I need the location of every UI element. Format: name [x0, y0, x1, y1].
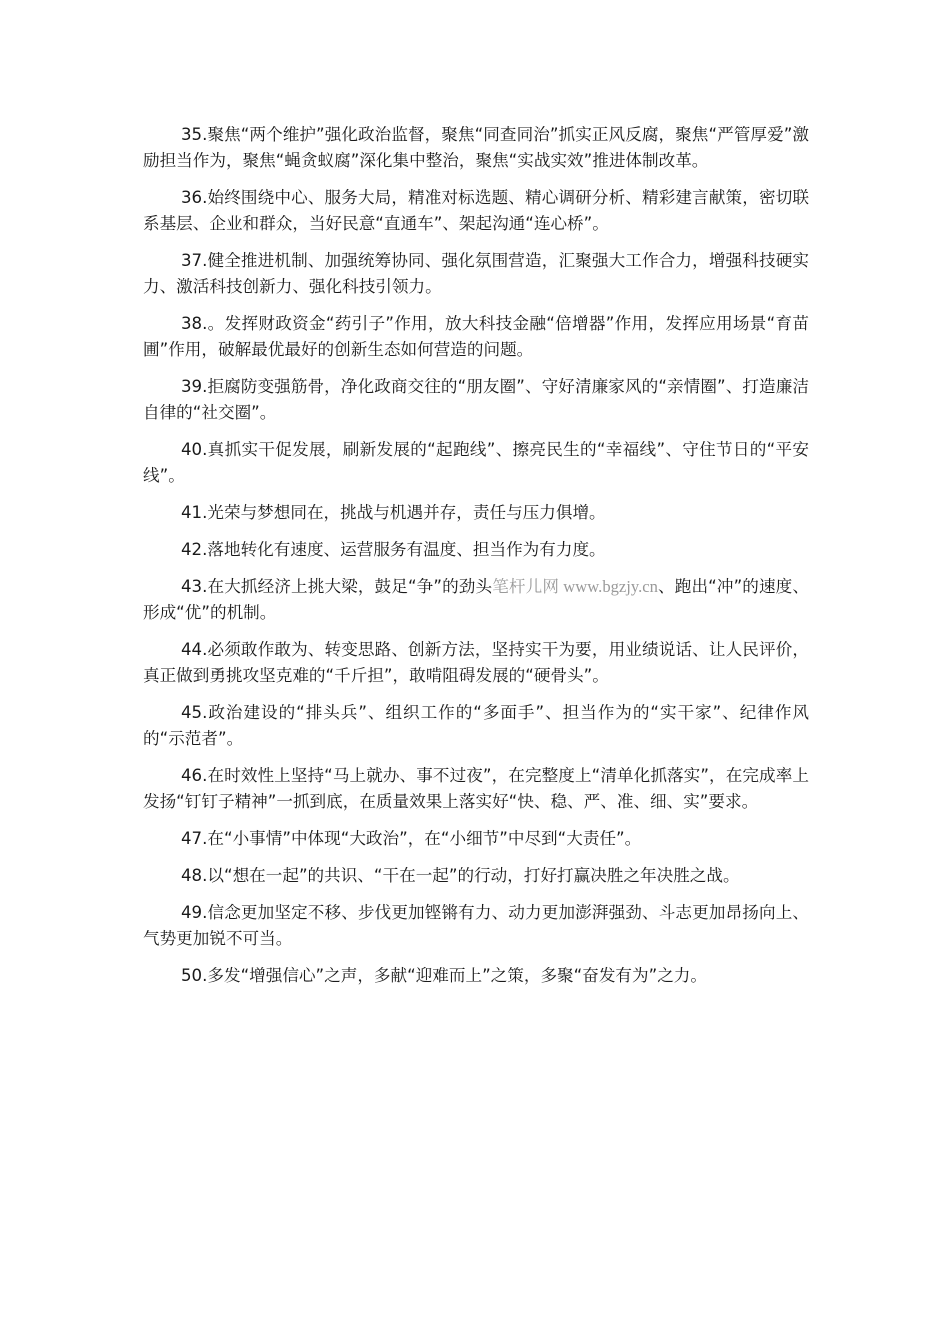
paragraph-40: 40.真抓实干促发展，刷新发展的“起跑线”、擦亮民生的“幸福线”、守住节日的“平安线”。: [143, 440, 809, 485]
watermark-text: 笔杆儿网 www.bgzjy.cn: [492, 577, 658, 596]
paragraph-50: 50.多发“增强信心”之声，多献“迎难而上”之策，多聚“奋发有为”之力。: [181, 966, 707, 985]
paragraph-37: 37.健全推进机制、加强统筹协同、强化氛围营造，汇聚强大工作合力，增强科技硬实力、激活科技创新力、强化科技引领力。: [143, 251, 809, 296]
paragraph-41: 41.光荣与梦想同在，挑战与机遇并存，责任与压力俱增。: [181, 503, 606, 522]
paragraph-43-text-before: 43.在大抓经济上挑大梁，鼓足“争”的劲头: [181, 577, 493, 596]
paragraph-43: [143, 574, 809, 626]
paragraph-48: 48.以“想在一起”的共识、“干在一起”的行动，打好打赢决胜之年决胜之战。: [181, 866, 740, 885]
paragraph-43-text-after: 、跑出“冲”的速度、形成“优”的机制。: [143, 577, 809, 622]
paragraph-49: 49.信念更加坚定不移、步伐更加铿锵有力、动力更加澎湃强劲、斗志更加昂扬向上、气势更加锐不可当。: [143, 903, 809, 948]
paragraph-44: 44.必须敢作敢为、转变思路、创新方法，坚持实干为要，用业绩说话、让人民评价，真正做到勇挑攻坚克难的“千斤担”，敢啃阻碍发展的“硬骨头”。: [143, 640, 809, 685]
document-body: [143, 122, 809, 1000]
paragraph-46: 46.在时效性上坚持“马上就办、事不过夜”，在完整度上“清单化抓落实”，在完成率上发扬“钉钉子精神”一抓到底，在质量效果上落实好“快、稳、严、准、细、实”要求。: [143, 766, 809, 811]
paragraph-38: 38.。发挥财政资金“药引子”作用，放大科技金融“倍增器”作用，发挥应用场景“育苗圃”作用，破解最优最好的创新生态如何营造的问题。: [143, 314, 809, 359]
paragraph-47: 47.在“小事情”中体现“大政治”，在“小细节”中尽到“大责任”。: [181, 829, 642, 848]
paragraph-35: 35.聚焦“两个维护”强化政治监督，聚焦“同查同治”抓实正风反腐，聚焦“严管厚爱”激励担当作为，聚焦“蝇贪蚁腐”深化集中整治，聚焦“实战实效”推进体制改革。: [143, 125, 809, 170]
paragraph-36: 36.始终围绕中心、服务大局，精准对标选题、精心调研分析、精彩建言献策，密切联系基层、企业和群众，当好民意“直通车”、架起沟通“连心桥”。: [143, 188, 809, 233]
paragraph-42: 42.落地转化有速度、运营服务有温度、担当作为有力度。: [181, 540, 606, 559]
paragraph-45: 45.政治建设的“排头兵”、组织工作的“多面手”、担当作为的“实干家”、纪律作风的“示范者”。: [143, 703, 809, 748]
paragraph-39: 39.拒腐防变强筋骨，净化政商交往的“朋友圈”、守好清廉家风的“亲情圈”、打造廉洁自律的“社交圈”。: [143, 377, 809, 422]
